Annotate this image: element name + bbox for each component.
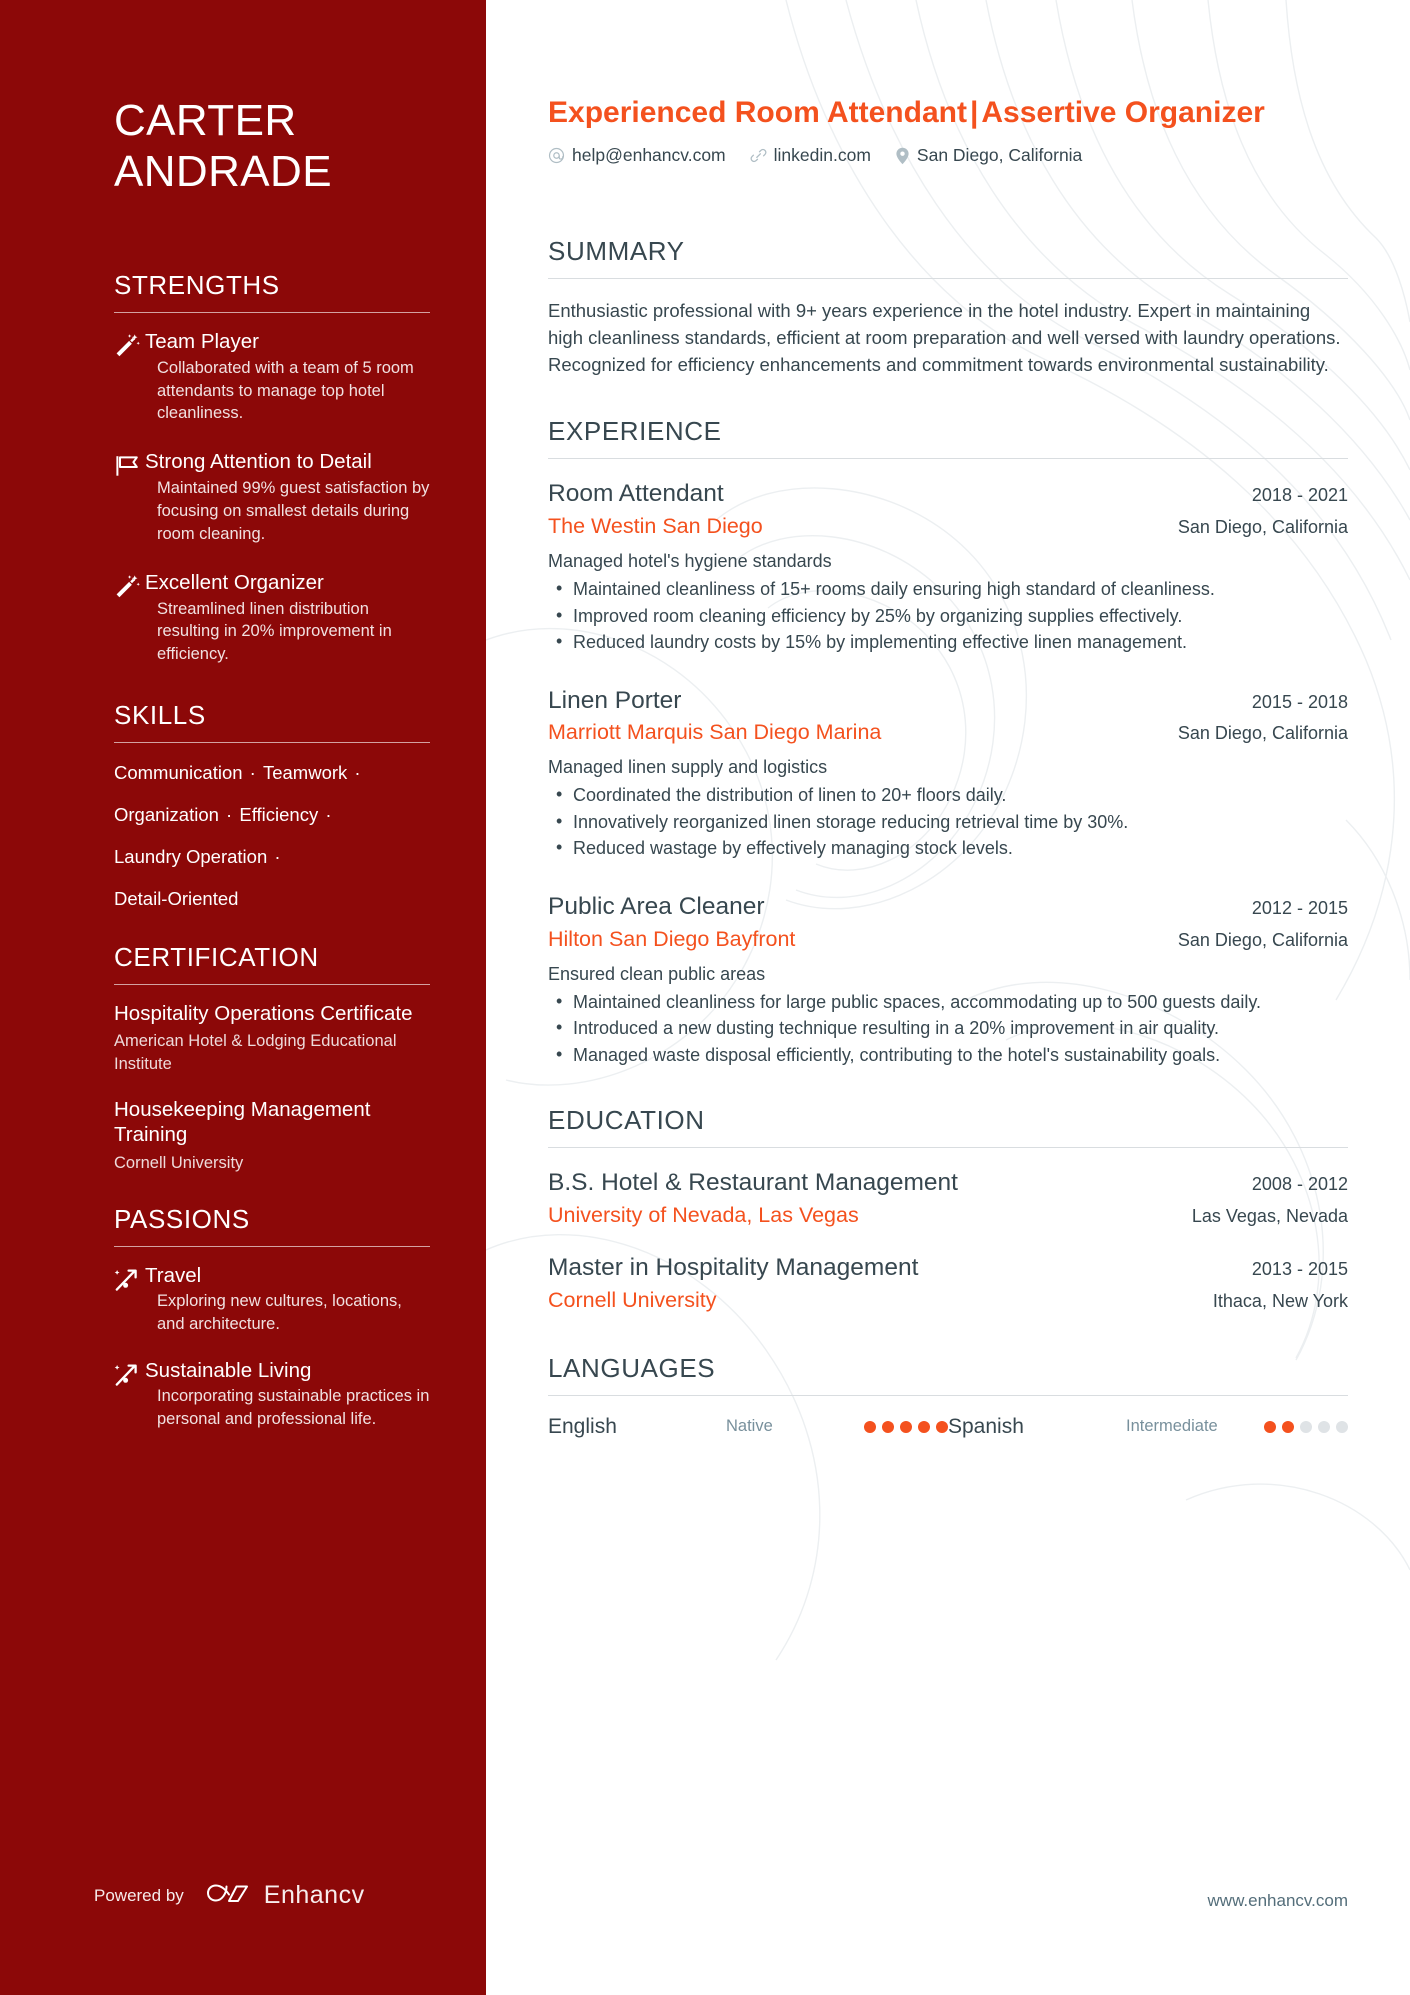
- experience-item: [548, 685, 1348, 861]
- experience-dates: 2012 - 2015: [1251, 897, 1348, 918]
- education-degree-row: [548, 1252, 1348, 1284]
- contact-location-text: San Diego, California: [916, 145, 1083, 165]
- shooting-star-icon: [114, 1263, 145, 1336]
- contact-location: [895, 145, 1082, 166]
- experience-title-row: [548, 478, 1348, 510]
- language-level-dot: [1282, 1421, 1294, 1433]
- passions-heading: PASSIONS: [114, 1204, 430, 1247]
- strength-title: Excellent Organizer: [145, 570, 324, 594]
- education-dates: 2013 - 2015: [1251, 1258, 1348, 1279]
- skill-separator: ·: [320, 803, 332, 825]
- candidate-name: [114, 95, 430, 198]
- experience-bullet: • Managed waste disposal efficiently, contributing to the hotel's sustainability goals.: [548, 1043, 1348, 1067]
- skill-tag: Laundry Operation: [114, 845, 268, 867]
- languages-list: [548, 1415, 1348, 1439]
- skill-separator: ·: [349, 761, 361, 783]
- experience-bullet: • Reduced wastage by effectively managing stock levels.: [548, 836, 1348, 860]
- certification-issuer: American Hotel & Lodging Educational Institute: [114, 1032, 397, 1073]
- certification-list: [114, 1001, 430, 1175]
- experience-dates: 2018 - 2021: [1251, 485, 1348, 506]
- main-column: [486, 0, 1410, 1995]
- language-level-dot: [864, 1421, 876, 1433]
- education-item: [548, 1167, 1348, 1230]
- experience-job-title: Linen Porter: [548, 686, 682, 714]
- contact-email[interactable]: [548, 145, 726, 166]
- strength-body: [145, 570, 430, 666]
- location-pin-icon: [895, 147, 910, 165]
- experience-bullet: • Introduced a new dusting technique resulting in a 20% improvement in air quality.: [548, 1016, 1348, 1040]
- skill-separator: ·: [220, 803, 238, 825]
- headline-right: Assertive Organizer: [981, 96, 1265, 129]
- skill-tag: Teamwork: [262, 761, 348, 783]
- contact-email-text: help@enhancv.com: [572, 145, 726, 165]
- link-icon: [750, 147, 767, 164]
- contact-link[interactable]: [750, 145, 871, 166]
- skill-tag: Detail-Oriented: [114, 887, 239, 909]
- passions-section: [114, 1204, 430, 1430]
- experience-title-row: [548, 891, 1348, 923]
- language-proficiency-label: Intermediate: [1126, 1417, 1218, 1436]
- experience-company-row: [548, 926, 1348, 954]
- strength-body: [145, 449, 430, 545]
- experience-company-row: [548, 513, 1348, 541]
- education-degree: Master in Hospitality Management: [548, 1253, 919, 1281]
- strength-item: [114, 329, 430, 425]
- passion-item: [114, 1358, 430, 1431]
- strengths-heading: STRENGTHS: [114, 270, 430, 313]
- certification-title: Hospitality Operations Certificate: [114, 1001, 413, 1025]
- sidebar-footer: [94, 1880, 365, 1911]
- passions-list: [114, 1263, 430, 1430]
- experience-location: San Diego, California: [1177, 723, 1348, 744]
- experience-subtitle: Managed hotel's hygiene standards: [548, 551, 832, 572]
- experience-bullet: • Improved room cleaning efficiency by 25% by organizing supplies effectively.: [548, 604, 1348, 628]
- skill-separator: ·: [244, 761, 261, 783]
- certification-item: [114, 1001, 430, 1075]
- last-name: ANDRADE: [114, 147, 332, 197]
- passion-title: Travel: [145, 1264, 202, 1288]
- experience-location: San Diego, California: [1177, 517, 1348, 538]
- strength-title: Team Player: [145, 329, 259, 353]
- shooting-star-icon: [114, 1358, 145, 1431]
- powered-by-label: Powered by: [94, 1885, 184, 1905]
- experience-item: [548, 478, 1348, 654]
- language-level-dot: [936, 1421, 948, 1433]
- experience-dates: 2015 - 2018: [1251, 691, 1348, 712]
- language-proficiency-label: Native: [726, 1417, 773, 1436]
- first-name: CARTER: [114, 96, 297, 145]
- experience-section: [548, 416, 1348, 1067]
- enhancv-logo-icon: [206, 1880, 252, 1911]
- strengths-section: [114, 270, 430, 666]
- experience-bullet: • Maintained cleanliness for large public spaces, accommodating up to 500 guests daily.: [548, 990, 1348, 1014]
- education-section: [548, 1105, 1348, 1315]
- experience-bullet: • Reduced laundry costs by 15% by implementing effective linen management.: [548, 630, 1348, 654]
- language-level-dot: [1264, 1421, 1276, 1433]
- experience-company: The Westin San Diego: [548, 514, 763, 539]
- experience-company-row: [548, 719, 1348, 747]
- skill-row: [114, 887, 430, 912]
- skill-row: [114, 845, 430, 870]
- experience-job-title: Room Attendant: [548, 480, 724, 508]
- experience-bullet: • Coordinated the distribution of linen to 20+ floors daily.: [548, 783, 1348, 807]
- summary-text: Enthusiastic professional with 9+ years experience in the hotel industry. Expert in maintaining high cleanliness standards, efficient at room preparation and well versed with laundry operations. Recognized for efficiency enhancements and commitment towards environmental sustainability.: [548, 300, 1341, 375]
- experience-subtitle: Managed linen supply and logistics: [548, 757, 828, 778]
- certification-title: Housekeeping Management Training: [114, 1097, 371, 1147]
- experience-title-row: [548, 685, 1348, 717]
- language-level-dot: [1318, 1421, 1330, 1433]
- education-degree-row: [548, 1167, 1348, 1199]
- sidebar: [0, 0, 486, 1995]
- strengths-list: [114, 329, 430, 666]
- flag-icon: [114, 449, 145, 545]
- education-list: [548, 1167, 1348, 1315]
- language-name: English: [548, 1414, 617, 1438]
- education-heading: EDUCATION: [548, 1105, 1348, 1148]
- experience-bullet: • Innovatively reorganized linen storage reducing retrieval time by 30%.: [548, 810, 1348, 834]
- language-level-dot: [882, 1421, 894, 1433]
- skills-list: [114, 759, 430, 912]
- language-level-dot: [1300, 1421, 1312, 1433]
- education-dates: 2008 - 2012: [1251, 1174, 1348, 1194]
- headline-separator: |: [969, 96, 979, 129]
- at-sign-icon: [548, 147, 565, 164]
- languages-section: [548, 1353, 1348, 1439]
- enhancv-brand: [206, 1880, 365, 1911]
- education-school-row: [548, 1287, 1348, 1315]
- education-school: University of Nevada, Las Vegas: [548, 1202, 859, 1227]
- certification-issuer: Cornell University: [114, 1153, 244, 1172]
- certification-section: [114, 942, 430, 1175]
- experience-subtitle: Ensured clean public areas: [548, 963, 766, 984]
- education-location: Ithaca, New York: [1212, 1290, 1348, 1311]
- education-item: [548, 1252, 1348, 1315]
- passion-description: Exploring new cultures, locations, and architecture.: [157, 1292, 402, 1333]
- experience-bullet: • Maintained cleanliness of 15+ rooms daily ensuring high standard of cleanliness.: [548, 577, 1348, 601]
- experience-bullet-list: [548, 990, 1348, 1067]
- headline-left: Experienced Room Attendant: [548, 96, 967, 129]
- passion-title: Sustainable Living: [145, 1358, 312, 1382]
- magic-wand-icon: [114, 329, 145, 425]
- language-item: [548, 1415, 948, 1439]
- language-level-dots: [1264, 1421, 1348, 1433]
- education-degree: B.S. Hotel & Restaurant Management: [548, 1169, 958, 1196]
- skill-row: [114, 761, 430, 786]
- skill-tag: Organization: [114, 803, 219, 825]
- summary-heading: SUMMARY: [548, 236, 1348, 279]
- experience-company: Marriott Marquis San Diego Marina: [548, 720, 882, 745]
- contact-link-text: linkedin.com: [773, 145, 871, 165]
- experience-bullet-list: [548, 783, 1348, 860]
- passion-body: [145, 1358, 430, 1431]
- language-item: [948, 1415, 1348, 1439]
- experience-location: San Diego, California: [1177, 929, 1348, 950]
- strength-item: [114, 449, 430, 545]
- language-level-dot: [918, 1421, 930, 1433]
- skills-section: [114, 700, 430, 912]
- skill-tag: Communication: [114, 761, 243, 783]
- contact-row: [548, 145, 1348, 166]
- strength-body: [145, 329, 430, 425]
- experience-job-title: Public Area Cleaner: [548, 892, 765, 920]
- skill-separator: ·: [269, 845, 281, 867]
- summary-section: [548, 236, 1348, 378]
- skill-row: [114, 803, 430, 828]
- language-name: Spanish: [948, 1414, 1024, 1438]
- page-title: [548, 95, 1348, 131]
- passion-body: [145, 1263, 430, 1336]
- experience-item: [548, 891, 1348, 1067]
- strength-description: Streamlined linen distribution resulting in 20% improvement in efficiency.: [157, 599, 392, 664]
- strength-item: [114, 570, 430, 666]
- education-location: Las Vegas, Nevada: [1191, 1205, 1348, 1226]
- strength-description: Maintained 99% guest satisfaction by focusing on smallest details during room cleaning.: [157, 479, 430, 543]
- certification-item: [114, 1097, 430, 1174]
- languages-heading: LANGUAGES: [548, 1353, 1348, 1396]
- experience-bullet-list: [548, 577, 1348, 654]
- language-level-dots: [864, 1421, 948, 1433]
- language-level-dot: [900, 1421, 912, 1433]
- skill-tag: Efficiency: [239, 803, 319, 825]
- skills-heading: SKILLS: [114, 700, 430, 743]
- experience-company: Hilton San Diego Bayfront: [548, 926, 796, 951]
- strength-title: Strong Attention to Detail: [145, 450, 372, 474]
- education-school: Cornell University: [548, 1287, 717, 1312]
- education-school-row: [548, 1202, 1348, 1230]
- certification-heading: CERTIFICATION: [114, 942, 430, 985]
- passion-description: Incorporating sustainable practices in personal and professional life.: [157, 1386, 430, 1428]
- strength-description: Collaborated with a team of 5 room attendants to manage top hotel cleanliness.: [157, 358, 414, 423]
- experience-heading: EXPERIENCE: [548, 416, 1348, 459]
- language-level-dot: [1336, 1421, 1348, 1433]
- experience-list: [548, 478, 1348, 1067]
- passion-item: [114, 1263, 430, 1336]
- magic-wand-icon: [114, 570, 145, 666]
- enhancv-brand-name: Enhancv: [263, 1881, 365, 1909]
- website-url: www.enhancv.com: [1207, 1891, 1348, 1910]
